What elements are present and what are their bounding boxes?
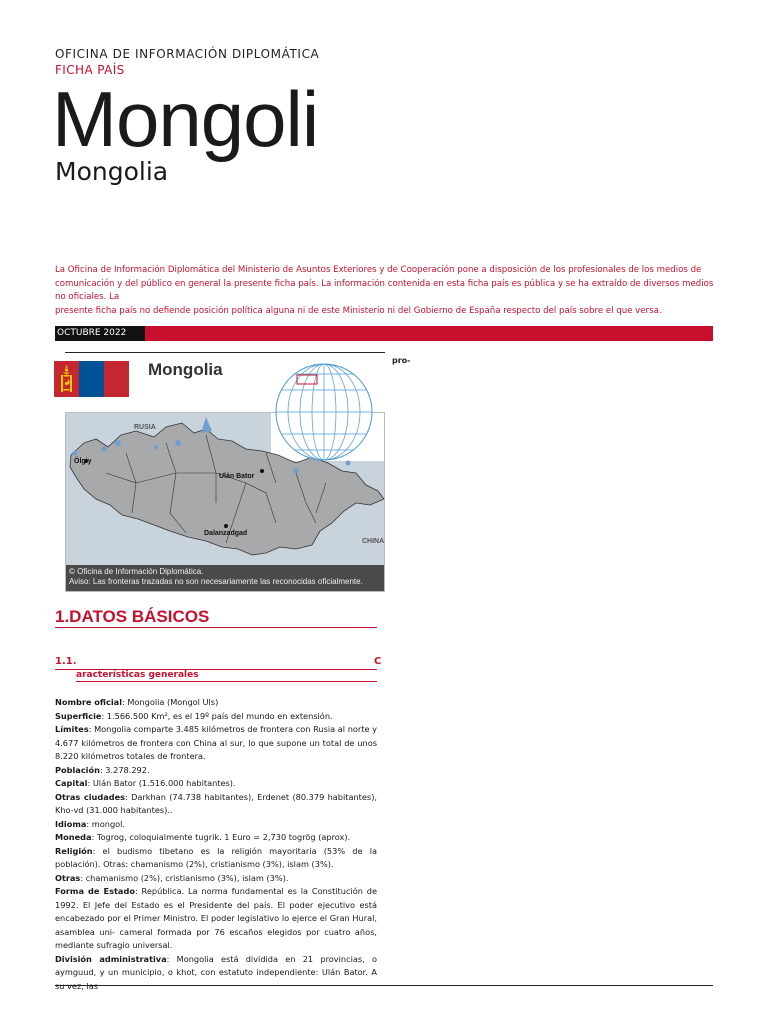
- label-rusia: RUSIA: [134, 424, 156, 431]
- fact-paragraph: [55, 885, 377, 953]
- page-subtitle: Mongolia: [55, 157, 169, 186]
- fact-label: Capital: [55, 778, 88, 788]
- soyombo-icon: [60, 365, 73, 393]
- disclaimer-line-1: La Oficina de Información Diplomática del Ministerio de Asuntos Exteriores y de Cooperación pone a disposición de los profesionales de los medios de comunicación y del público en general la presente ficha país. La información contenida en esta ficha país es pública y se ha extraído de diversos medios no oficiales. La: [55, 265, 714, 302]
- fact-text: : el budismo tibetano es la religión mayoritaria (53% de la población). Otras: chamanismo (2%), cristianismo (3%), islam (3%).: [55, 845, 377, 869]
- fact-paragraph: [55, 845, 377, 872]
- footer-rule: [55, 985, 713, 986]
- fact-label: Nombre oficial: [55, 697, 122, 707]
- fact-text: : Mongolia comparte 3.485 kilómetros de frontera con Rusia al norte y 4.677 kilómetros de frontera con China al sur, lo que supone un total de unos 8.220 kilómetros totales de frontera.: [55, 724, 377, 761]
- fact-label: Idioma: [55, 818, 87, 829]
- fact-label: Religión: [55, 845, 93, 856]
- map-top-rule: [65, 352, 385, 353]
- fact-text: : chamanismo (2%), cristianismo (3%), islam (3%).: [80, 872, 289, 883]
- map-title: Mongolia: [148, 360, 223, 379]
- fact-paragraph: [55, 953, 377, 994]
- fact-label: División administrativa: [55, 953, 167, 964]
- facts-body: [55, 696, 377, 993]
- globe-locator-icon: [268, 362, 380, 462]
- fact-text: : Togrog, coloquialmente tugrik. 1 Euro = 2,730 togrög (aprox).: [91, 832, 351, 842]
- office-name: OFICINA DE INFORMACIÓN DIPLOMÁTICA: [55, 47, 320, 61]
- fact-paragraph: [55, 696, 377, 710]
- page-title: Mongoli: [52, 75, 319, 163]
- fact-text: : 3.278.292.: [99, 764, 150, 775]
- flag-center-band: [79, 361, 104, 397]
- fact-text: : Mongolia (Mongol Uls): [122, 697, 219, 707]
- disclaimer-line-2: presente ficha país no defiende posición política alguna ni de este Ministerio ni del Gobierno de España respecto del país sobre el que versa.: [55, 305, 662, 316]
- city-marker: [260, 469, 264, 473]
- subsection-number: 1.1.: [55, 656, 77, 667]
- subsection-initial: C: [374, 656, 382, 667]
- section-heading: 1.DATOS BÁSICOS: [55, 607, 210, 626]
- label-china: CHINA: [362, 538, 385, 545]
- label-olgiy: Ölgiy: [74, 458, 92, 465]
- city-marker: [224, 524, 228, 528]
- flag-left-band: [54, 361, 79, 397]
- fact-text: : Ulán Bator (1.516.000 habitantes).: [87, 778, 236, 788]
- stray-text: pro-: [392, 356, 411, 365]
- fact-text: : Mongolia está dividida en 21 provincias, o aymguud, y un municipio, o khot, con estatuto independiente: Ulán Bator. A: [55, 953, 377, 977]
- fact-paragraph: [55, 710, 377, 724]
- fact-paragraph: [55, 872, 377, 886]
- label-dalanzadgad: Dalanzadgad: [204, 530, 248, 537]
- fact-text: : mongol.: [86, 818, 126, 829]
- subsection-heading: aracterísticas generales: [76, 670, 199, 680]
- fact-text: : Darkhan (74.738 habitantes), Erdenet (80.379 habitantes), Kho-vd (31.000 habitantes)..: [55, 791, 377, 815]
- date-bar: [55, 326, 713, 341]
- subsection-rule-bottom: [76, 681, 377, 682]
- map-credit-line-1: © Oficina de Información Diplomática.: [69, 567, 204, 576]
- fact-paragraph: [55, 831, 377, 845]
- fact-paragraph: [55, 818, 377, 832]
- mongolia-flag: [54, 361, 129, 397]
- document-type: FICHA PAÍS: [55, 63, 125, 77]
- map-credit: [66, 565, 385, 592]
- map-credit-line-2: Aviso: Las fronteras trazadas no son necesariamente las reconocidas oficialmente.: [69, 576, 363, 586]
- fact-text: : 1.566.500 Km², es el 19º país del mundo en extensión.: [101, 710, 333, 721]
- flag-right-band: [104, 361, 129, 397]
- date-label: OCTUBRE 2022: [55, 326, 145, 341]
- fact-paragraph: [55, 777, 377, 791]
- label-ulan-bator: Ulán Bator: [219, 473, 255, 480]
- fact-label: Superficie: [55, 710, 102, 721]
- fact-label: Otras: [55, 872, 81, 883]
- fact-label: Límites: [55, 724, 89, 734]
- section-heading-rule: [55, 627, 377, 628]
- fact-label: Otras ciudades: [55, 791, 126, 802]
- fact-label: Moneda: [55, 832, 92, 842]
- disclaimer: [55, 264, 715, 318]
- fact-paragraph: [55, 723, 377, 764]
- fact-paragraph: [55, 791, 377, 818]
- fact-label: Población: [55, 764, 100, 775]
- fact-text: : República. La norma fundamental es la Constitución de 1992. El Jefe del Estado es el Presidente del país. El poder ejecutivo está encabezado por el Primer Ministro. El poder legislativo lo ejerce el Gran Hural, asamblea uni- cameral formada por 76 escaños elegidos por cuatro años, mediante sufragio universal.: [55, 886, 377, 950]
- fact-label: Forma de Estado: [55, 886, 135, 896]
- fact-paragraph: [55, 764, 377, 778]
